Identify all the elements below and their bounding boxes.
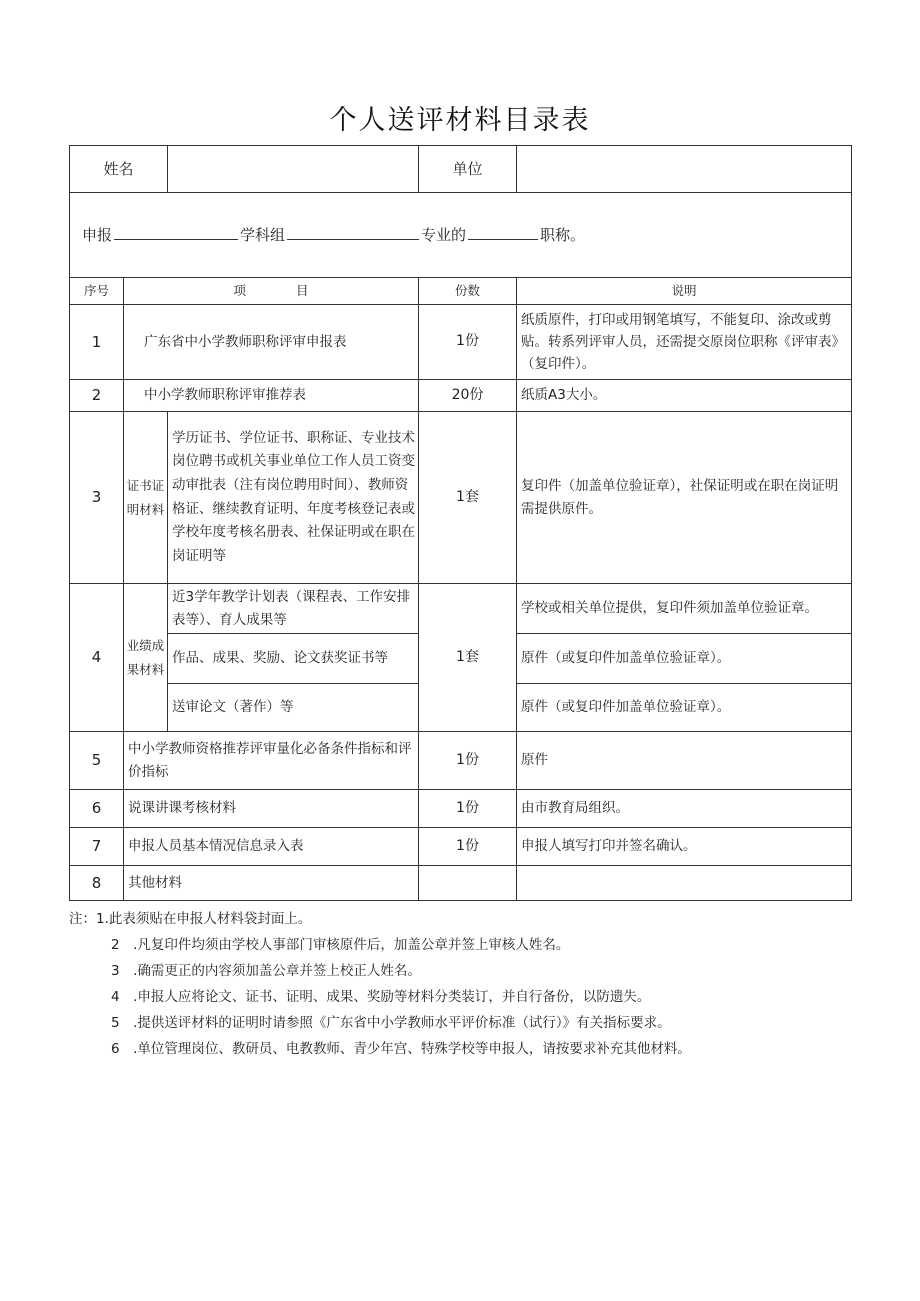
- table-row: [70, 790, 852, 828]
- row-copies: 1份: [419, 790, 517, 828]
- row-copies: 20份: [419, 380, 517, 412]
- row-item: 说课讲课考核材料: [124, 790, 419, 828]
- apply-subject-group: 学科组: [240, 225, 286, 244]
- page-title: 个人送评材料目录表: [329, 105, 591, 136]
- row-desc: 复印件（加盖单位验证章），社保证明或在职在岗证明需提供原件。: [517, 412, 852, 584]
- materials-table: [69, 145, 852, 901]
- row-item: 中小学教师职称评审推荐表: [124, 380, 419, 412]
- row-item: 广东省中小学教师职称评审申报表: [124, 305, 419, 380]
- unit-label: 单位: [419, 146, 517, 193]
- row-copies: 1份: [419, 732, 517, 790]
- row-copies[interactable]: [419, 866, 517, 901]
- table-header: [70, 278, 852, 305]
- table-row: [70, 305, 852, 380]
- apply-major: 专业的: [421, 225, 467, 244]
- row-desc: 纸质原件，打印或用钢笔填写，不能复印、涂改或剪贴。转系列评审人员，还需提交原岗位职称《评审表》（复印件）。: [517, 305, 852, 380]
- table-row: [70, 866, 852, 901]
- row-seq: 6: [70, 790, 124, 828]
- row-seq: 8: [70, 866, 124, 901]
- row-category: 业绩成果材料: [124, 584, 168, 732]
- note-line: 注：1.此表须贴在申报人材料袋封面上。: [69, 911, 312, 927]
- header-copies: 份数: [419, 278, 517, 305]
- row-subdesc: 原件（或复印件加盖单位验证章）。: [517, 634, 852, 684]
- apply-prefix: 申报: [82, 225, 113, 244]
- row-item: 申报人员基本情况信息录入表: [124, 828, 419, 866]
- row-seq: 1: [70, 305, 124, 380]
- row-seq: 4: [70, 584, 124, 732]
- row-subdesc: 学校或相关单位提供，复印件须加盖单位验证章。: [517, 584, 852, 634]
- header-item: 项 目: [124, 278, 419, 305]
- info-row: [70, 146, 852, 193]
- table-row: [70, 380, 852, 412]
- note-line: 5 .提供送评材料的证明时请参照《广东省中小学教师水平评价标准（试行）》有关指标要求。: [111, 1015, 671, 1031]
- table-row: [70, 828, 852, 866]
- row-category: 证书证明材料: [124, 412, 168, 584]
- header-desc: 说明: [517, 278, 852, 305]
- table-row: [70, 732, 852, 790]
- row-seq: 2: [70, 380, 124, 412]
- unit-field[interactable]: [517, 146, 852, 193]
- row-subitem: 近3学年教学计划表（课程表、工作安排表等）、育人成果等: [168, 584, 419, 634]
- row-copies: 1份: [419, 305, 517, 380]
- row-subdesc: 原件（或复印件加盖单位验证章）。: [517, 684, 852, 732]
- row-desc: 申报人填写打印并签名确认。: [517, 828, 852, 866]
- note-line: 6 .单位管理岗位、教研员、电教教师、青少年宫、特殊学校等申报人，请按要求补充其他材料。: [111, 1041, 691, 1057]
- row-item: 学历证书、学位证书、职称证、专业技术岗位聘书或机关事业单位工作人员工资变动审批表（注有岗位聘用时间）、教师资格证、继续教育证明、年度考核登记表或学校年度考核名册表、社保证明或在职在岗证明等: [168, 412, 419, 584]
- note-line: 2 .凡复印件均须由学校人事部门审核原件后，加盖公章并签上审核人姓名。: [111, 937, 570, 953]
- notes: [69, 906, 869, 1062]
- apply-statement: [70, 193, 852, 278]
- note-line: 4 .申报人应将论文、证书、证明、成果、奖励等材料分类装订，并自行备份，以防遗失。: [111, 989, 651, 1005]
- row-item: 其他材料: [124, 866, 419, 901]
- row-seq: 3: [70, 412, 124, 584]
- row-copies: 1套: [419, 412, 517, 584]
- title-blank[interactable]: [468, 225, 538, 240]
- row-item: 中小学教师资格推荐评审量化必备条件指标和评价指标: [124, 732, 419, 790]
- table-row: [70, 584, 852, 634]
- row-seq: 5: [70, 732, 124, 790]
- table-row: [70, 412, 852, 584]
- note-line: 3 .确需更正的内容须加盖公章并签上校正人姓名。: [111, 963, 421, 979]
- row-seq: 7: [70, 828, 124, 866]
- row-desc: 由市教育局组织。: [517, 790, 852, 828]
- row-subitem: 作品、成果、奖励、论文获奖证书等: [168, 634, 419, 684]
- major-blank[interactable]: [287, 225, 419, 240]
- row-desc: 原件: [517, 732, 852, 790]
- row-subitem: 送审论文（著作）等: [168, 684, 419, 732]
- name-label: 姓名: [70, 146, 168, 193]
- row-desc[interactable]: [517, 866, 852, 901]
- apply-title: 职称。: [540, 225, 586, 244]
- row-copies: 1套: [419, 584, 517, 732]
- header-seq: 序号: [70, 278, 124, 305]
- apply-row: [70, 193, 852, 278]
- row-desc: 纸质A3大小。: [517, 380, 852, 412]
- row-copies: 1份: [419, 828, 517, 866]
- name-field[interactable]: [168, 146, 419, 193]
- subject-group-blank[interactable]: [114, 225, 238, 240]
